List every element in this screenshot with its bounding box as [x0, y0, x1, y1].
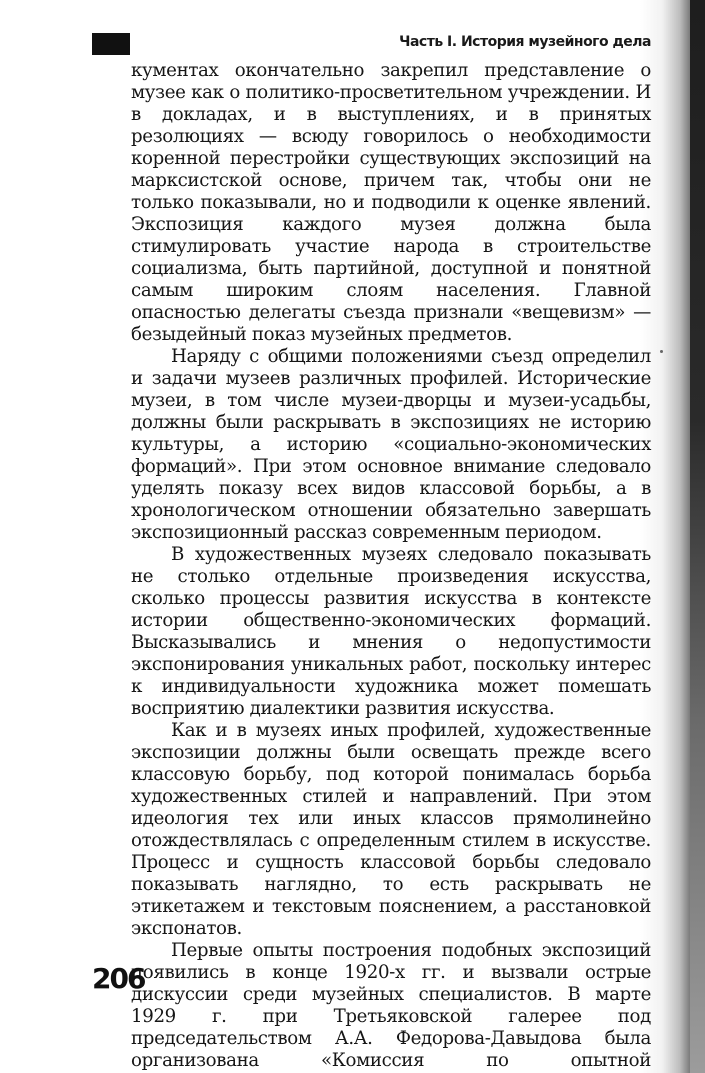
page-edge-shadow	[690, 0, 705, 1073]
paragraph-5: Первые опыты построения подобных экспозиций появились в конце 1920-х гг. и вызвали острые дискуссии среди музейных специалистов. В марте 1929 г. при Третьяковской галерее под председательством А.А. Федорова-Давыдова была организована «Комиссия по опытной	[131, 940, 651, 1071]
body-text	[131, 60, 651, 1072]
running-header: Часть I. История музейного дела	[399, 34, 651, 50]
paragraph-3: В художественных музеях следовало показывать не столько отдельные произведения искусства, сколько процессы развития искусства в контексте истории общественно-экономических формаций. Высказывались и мнения о недопустимости экспонирования уникальных работ, поскольку интерес к индивидуальности художника может помешать восприятию диалектики развития искусства.	[131, 544, 651, 719]
section-tab-marker	[92, 33, 130, 55]
page-number: 206	[92, 962, 145, 995]
paragraph-4: Как и в музеях иных профилей, художественные экспозиции должны были освещать прежде всего классовую борьбу, под которой понималась борьба художественных стилей и направлений. При этом идеология тех или иных классов прямолинейно отождествлялась с определенным стилем в искусстве. Процесс и сущность классовой борьбы следовало показывать наглядно, то есть раскрывать не этикетажем и текстовым пояснением, а расстановкой экспонатов.	[131, 720, 651, 939]
paragraph-2: Наряду с общими положениями съезд определил и задачи музеев различных профилей. Исторические музеи, в том числе музеи-дворцы и музеи-усадьбы, должны были раскрывать в экспозициях не историю культуры, а историю «социально-экономических формаций». При этом основное внимание следовало уделять показу всех видов классовой борьбы, а в хронологическом отношении обязательно завершать экспозиционный рассказ современным периодом.	[131, 346, 651, 543]
paragraph-1: кументах окончательно закрепил представление о музее как о политико-просветительном учреждении. И в докладах, и в выступлениях, и в принятых резолюциях — всюду говорилось о необходимости коренной перестройки существующих экспозиций на марксистской основе, причем так, чтобы они не только показывали, но и подводили к оценке явлений. Экспозиция каждого музея должна была стимулировать участие народа в строительстве социализма, быть партийной, доступной и понятной самым широким слоям населения. Главной опасностью делегаты съезда признали «вещевизм» — безыдейный показ музейных предметов.	[131, 60, 651, 345]
scan-speck	[660, 350, 663, 353]
